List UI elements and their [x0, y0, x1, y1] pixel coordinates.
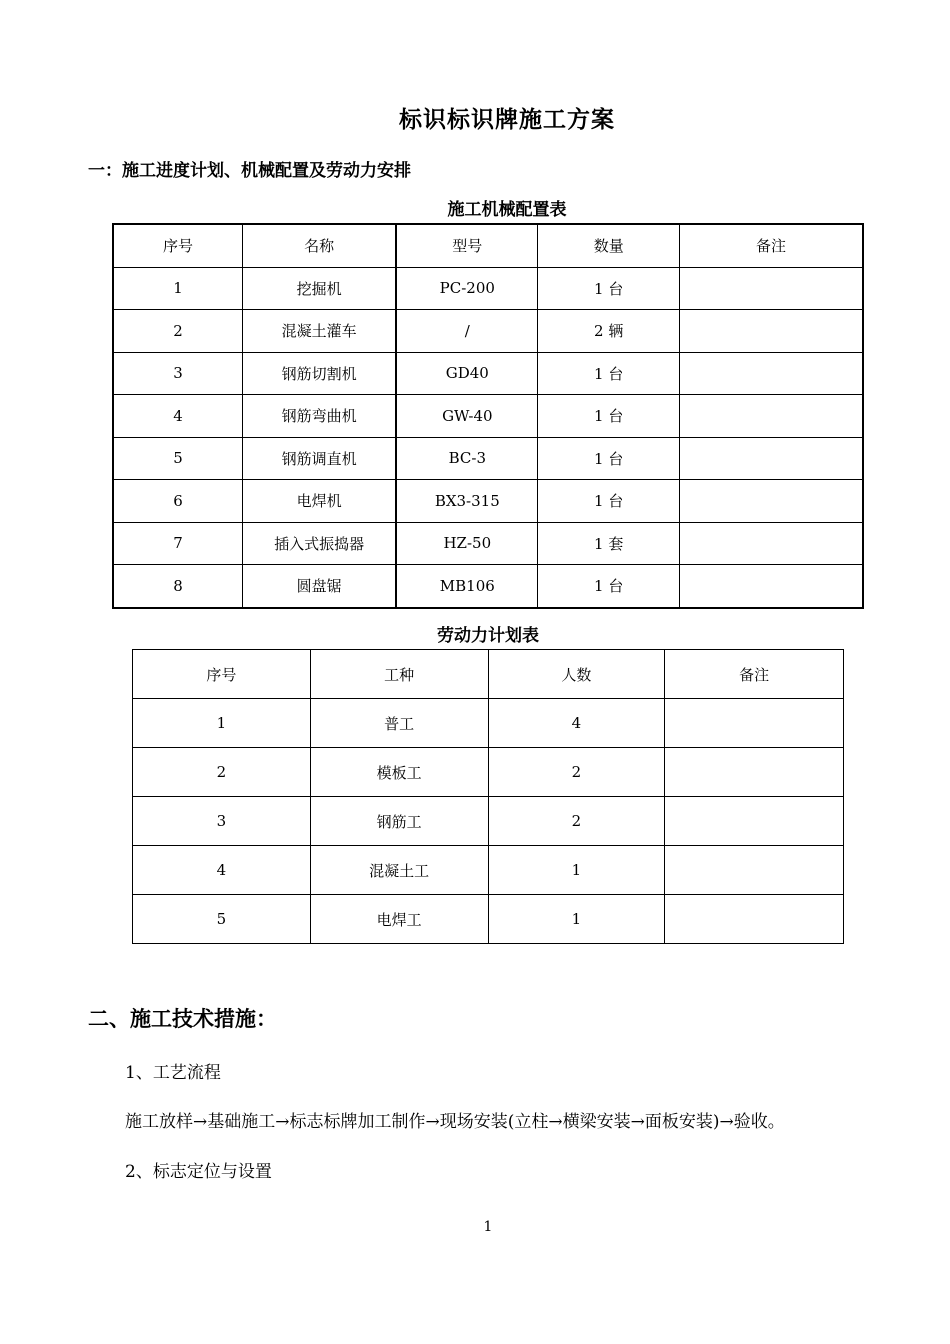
- table-row: [133, 748, 844, 797]
- table-cell: 4: [113, 395, 243, 438]
- table-cell: 5: [113, 437, 243, 480]
- table-cell: 1 台: [538, 267, 680, 310]
- table-cell: 混凝土工: [310, 846, 488, 895]
- table-header-cell: 序号: [133, 650, 311, 699]
- table-cell: [680, 522, 864, 565]
- table-cell: 1: [113, 267, 243, 310]
- table-cell: [680, 565, 864, 608]
- table-cell: 4: [133, 846, 311, 895]
- table-cell: [665, 846, 844, 895]
- table-cell: [665, 748, 844, 797]
- table-cell: [680, 352, 864, 395]
- table-cell: 1: [488, 846, 665, 895]
- section-heading-1: 一：施工进度计划、机械配置及劳动力安排: [88, 161, 411, 181]
- table-cell: 1 套: [538, 522, 680, 565]
- table-row: [113, 395, 863, 438]
- table-cell: 1: [488, 895, 665, 944]
- labor-table: [132, 649, 844, 944]
- paragraph-process-flow: 施工放样→基础施工→标志标牌加工制作→现场安装(立柱→横梁安装→面板安装)→验收。: [125, 1112, 785, 1132]
- table-cell: 插入式振捣器: [243, 522, 397, 565]
- table-cell: 2: [113, 310, 243, 353]
- table-cell: 1 台: [538, 565, 680, 608]
- table-cell: 2: [133, 748, 311, 797]
- section-heading-2: 二、施工技术措施：: [88, 1006, 277, 1031]
- table-cell: 1: [133, 699, 311, 748]
- document-title: 标识标识牌施工方案: [399, 106, 615, 133]
- table-cell: 3: [133, 797, 311, 846]
- table-row: [113, 352, 863, 395]
- table-header-cell: 备注: [680, 224, 864, 267]
- table-cell: 钢筋弯曲机: [243, 395, 397, 438]
- table-cell: 2: [488, 797, 665, 846]
- table-cell: 普工: [310, 699, 488, 748]
- table-cell: 7: [113, 522, 243, 565]
- table-cell: BX3-315: [396, 480, 538, 523]
- table-cell: [680, 437, 864, 480]
- table-cell: [680, 310, 864, 353]
- table-cell: GD40: [396, 352, 538, 395]
- table-row: [133, 895, 844, 944]
- table-header-cell: 序号: [113, 224, 243, 267]
- table-row: [133, 699, 844, 748]
- table-row: [113, 437, 863, 480]
- table-cell: PC-200: [396, 267, 538, 310]
- machine-table-caption: 施工机械配置表: [447, 200, 567, 220]
- table-cell: [665, 797, 844, 846]
- table-row: [133, 846, 844, 895]
- table-header-cell: 备注: [665, 650, 844, 699]
- paragraph-process-heading: 1、工艺流程: [125, 1063, 221, 1083]
- table-cell: 4: [488, 699, 665, 748]
- table-row: [113, 565, 863, 608]
- table-header-row: [113, 224, 863, 267]
- table-cell: 圆盘锯: [243, 565, 397, 608]
- table-cell: 5: [133, 895, 311, 944]
- table-row: [113, 522, 863, 565]
- table-row: [113, 267, 863, 310]
- table-header-cell: 工种: [310, 650, 488, 699]
- table-row: [113, 310, 863, 353]
- table-cell: 6: [113, 480, 243, 523]
- table-cell: 1 台: [538, 395, 680, 438]
- table-cell: 电焊机: [243, 480, 397, 523]
- table-cell: 钢筋调直机: [243, 437, 397, 480]
- machine-table: [112, 223, 864, 609]
- labor-table-caption: 劳动力计划表: [437, 626, 539, 646]
- table-cell: 2: [488, 748, 665, 797]
- table-cell: 1 台: [538, 437, 680, 480]
- table-cell: 1 台: [538, 480, 680, 523]
- table-cell: [680, 267, 864, 310]
- table-cell: BC-3: [396, 437, 538, 480]
- table-cell: 挖掘机: [243, 267, 397, 310]
- table-cell: [680, 480, 864, 523]
- table-cell: /: [396, 310, 538, 353]
- table-cell: [665, 699, 844, 748]
- table-cell: 模板工: [310, 748, 488, 797]
- table-cell: 钢筋切割机: [243, 352, 397, 395]
- table-cell: HZ-50: [396, 522, 538, 565]
- table-header-row: [133, 650, 844, 699]
- table-cell: [680, 395, 864, 438]
- table-cell: 混凝土灌车: [243, 310, 397, 353]
- table-cell: GW-40: [396, 395, 538, 438]
- table-cell: 3: [113, 352, 243, 395]
- table-cell: [665, 895, 844, 944]
- table-header-cell: 人数: [488, 650, 665, 699]
- table-cell: 钢筋工: [310, 797, 488, 846]
- table-cell: 8: [113, 565, 243, 608]
- table-header-cell: 数量: [538, 224, 680, 267]
- table-cell: 1 台: [538, 352, 680, 395]
- table-row: [113, 480, 863, 523]
- table-header-cell: 型号: [396, 224, 538, 267]
- paragraph-sign-positioning: 2、标志定位与设置: [125, 1162, 272, 1182]
- table-row: [133, 797, 844, 846]
- table-header-cell: 名称: [243, 224, 397, 267]
- table-cell: 2 辆: [538, 310, 680, 353]
- table-cell: 电焊工: [310, 895, 488, 944]
- table-cell: MB106: [396, 565, 538, 608]
- page-number: 1: [483, 1219, 493, 1235]
